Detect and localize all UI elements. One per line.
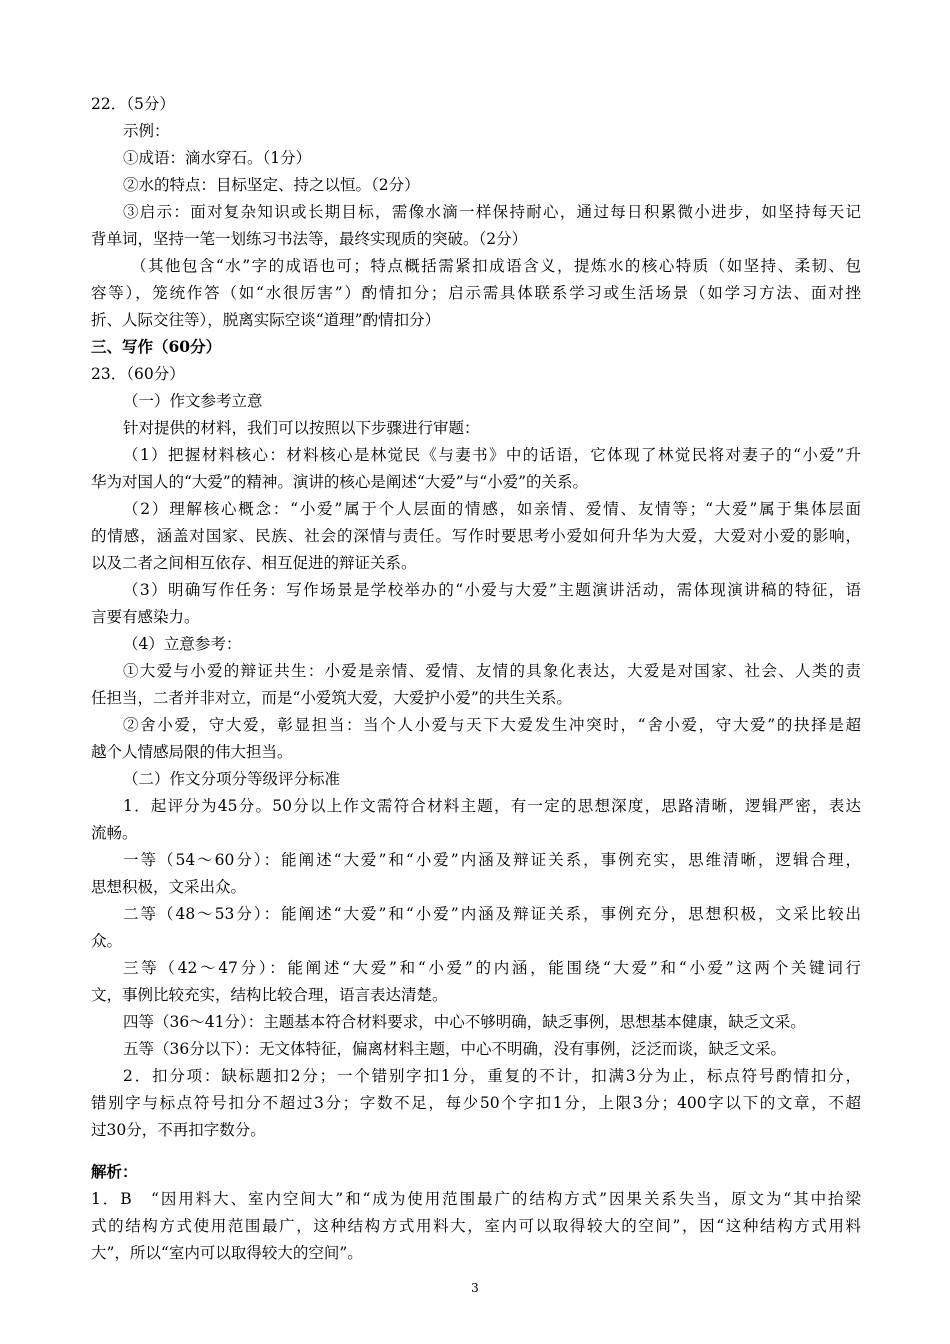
analysis-title: 解析： [91,1162,138,1181]
q22-insight-line2: 背单词，坚持一笔一划练习书法等，最终实现质的突破。（2分） [91,230,528,248]
q22-feature: ②水的特点：目标坚定、持之以恒。（2分） [123,176,420,194]
q23-rule1-line1: 1．起评分为45分。50分以上作文需符合材料主题，有一定的思想深度，思路清晰，逻辑严密，表达 [123,797,861,815]
q23-step1-line2: 华为对国人的“大爱”的精神。演讲的核心是阐述“大爱”与“小爱”的关系。 [91,473,589,491]
q23-step2-line2: 的情感，涵盖对国家、民族、社会的深情与责任。写作时要思考小爱如何升华为大爱，大爱对小爱的影响， [91,527,861,545]
q23-idea2-line1: ②舍小爱，守大爱，彰显担当：当个人小爱与天下大爱发生冲突时，“舍小爱，守大爱”的抉择是超 [123,716,861,734]
q22-note-line1: （其他包含“水”字的成语也可；特点概括需紧扣成语含义，提炼水的核心特质（如坚持、柔韧、包 [131,257,861,275]
q22-example-label: 示例： [123,122,170,140]
q23-grade3-line2: 文，事例比较充实，结构比较合理，语言表达清楚。 [91,986,448,1004]
q23-deduction-line2: 错别字与标点符号扣分不超过3分；字数不足，每少50个字扣1分，上限3分；400字以下的文章，不超 [91,1094,861,1112]
q23-idea1-line2: 任担当，二者并非对立，而是“小爱筑大爱，大爱护小爱”的共生关系。 [91,689,572,707]
q22-note-line3: 折、人际交往等），脱离实际空谈“道理”酌情扣分） [91,311,441,329]
q23-grade2-line1: 二等（48～53分）：能阐述“大爱”和“小爱”内涵及辩证关系，事例充分，思想积极，文采比较出 [123,905,861,923]
q23-grade3-line1: 三等（42～47分）：能阐述“大爱”和“小爱”的内涵，能围绕“大爱”和“小爱”这两个关键词行 [123,959,861,977]
analysis-item1-line1: 1．B “因用料大、室内空间大”和“成为使用范围最广的结构方式”因果关系失当，原文为“其中抬梁 [91,1190,861,1208]
q23-step2-line1: （2）理解核心概念：“小爱”属于个人层面的情感，如亲情、爱情、友情等；“大爱”属于集体层面 [123,500,861,518]
q23-grade1-line2: 思想积极，文采出众。 [91,878,247,896]
q22-insight-line1: ③启示：面对复杂知识或长期目标，需像水滴一样保持耐心，通过每日积累微小进步，如坚持每天记 [123,203,861,221]
analysis-item1-line2: 式的结构方式使用范围最广，这种结构方式用料大，室内可以取得较大的空间”，因“这种结构方式用料 [91,1217,861,1235]
q23-header: 23．（60分） [91,365,185,383]
q23-deduction-line3: 过30分，不再扣字数分。 [91,1121,266,1139]
q23-part2-title: （二）作文分项分等级评分标准 [123,770,341,788]
q23-idea2-line2: 越个人情感局限的伟大担当。 [91,743,293,761]
analysis-item1-line3: 大”，所以“室内可以取得较大的空间”。 [91,1244,363,1262]
q23-grade4: 四等（36～41分）：主题基本符合材料要求，中心不够明确，缺乏事例，思想基本健康，缺乏文采。 [123,1013,806,1031]
q23-step3-line2: 言要有感染力。 [91,608,200,626]
q23-intro: 针对提供的材料，我们可以按照以下步骤进行审题： [123,419,480,437]
q23-step1-line1: （1）把握材料核心：材料核心是林觉民《与妻书》中的话语，它体现了林觉民将对妻子的“小爱”升 [123,446,861,464]
q23-grade5: 五等（36分以下）：无文体特征，偏离材料主题，中心不明确，没有事例，泛泛而谈，缺乏文采。 [123,1040,786,1058]
q23-deduction-line1: 2．扣分项：缺标题扣2分；一个错别字扣1分，重复的不计，扣满3分为止，标点符号酌情扣分， [123,1067,861,1085]
q22-idiom: ①成语：滴水穿石。（1分） [123,149,312,167]
section-title-writing: 三、写作（60分） [91,337,222,356]
q23-step3-line1: （3）明确写作任务：写作场景是学校举办的“小爱与大爱”主题演讲活动，需体现演讲稿的特征，语 [123,581,861,599]
page-number: 3 [471,1281,479,1295]
q23-rule1-line2: 流畅。 [91,824,138,842]
q23-step2-line3: 以及二者之间相互依存、相互促进的辩证关系。 [91,554,417,572]
q23-grade1-line1: 一等（54～60分）：能阐述“大爱”和“小爱”内涵及辩证关系，事例充实，思维清晰，逻辑合理， [123,851,861,869]
q23-step4: （4）立意参考： [123,635,242,653]
q23-part1-title: （一）作文参考立意 [123,392,263,410]
q22-header: 22．（5分） [91,95,175,113]
q22-note-line2: 容等），笼统作答（如“水很厉害”）酌情扣分；启示需具体联系学习或生活场景（如学习方法、面对挫 [91,284,861,302]
q23-idea1-line1: ①大爱与小爱的辩证共生：小爱是亲情、爱情、友情的具象化表达，大爱是对国家、社会、人类的责 [123,662,861,680]
q23-grade2-line2: 众。 [91,932,123,950]
